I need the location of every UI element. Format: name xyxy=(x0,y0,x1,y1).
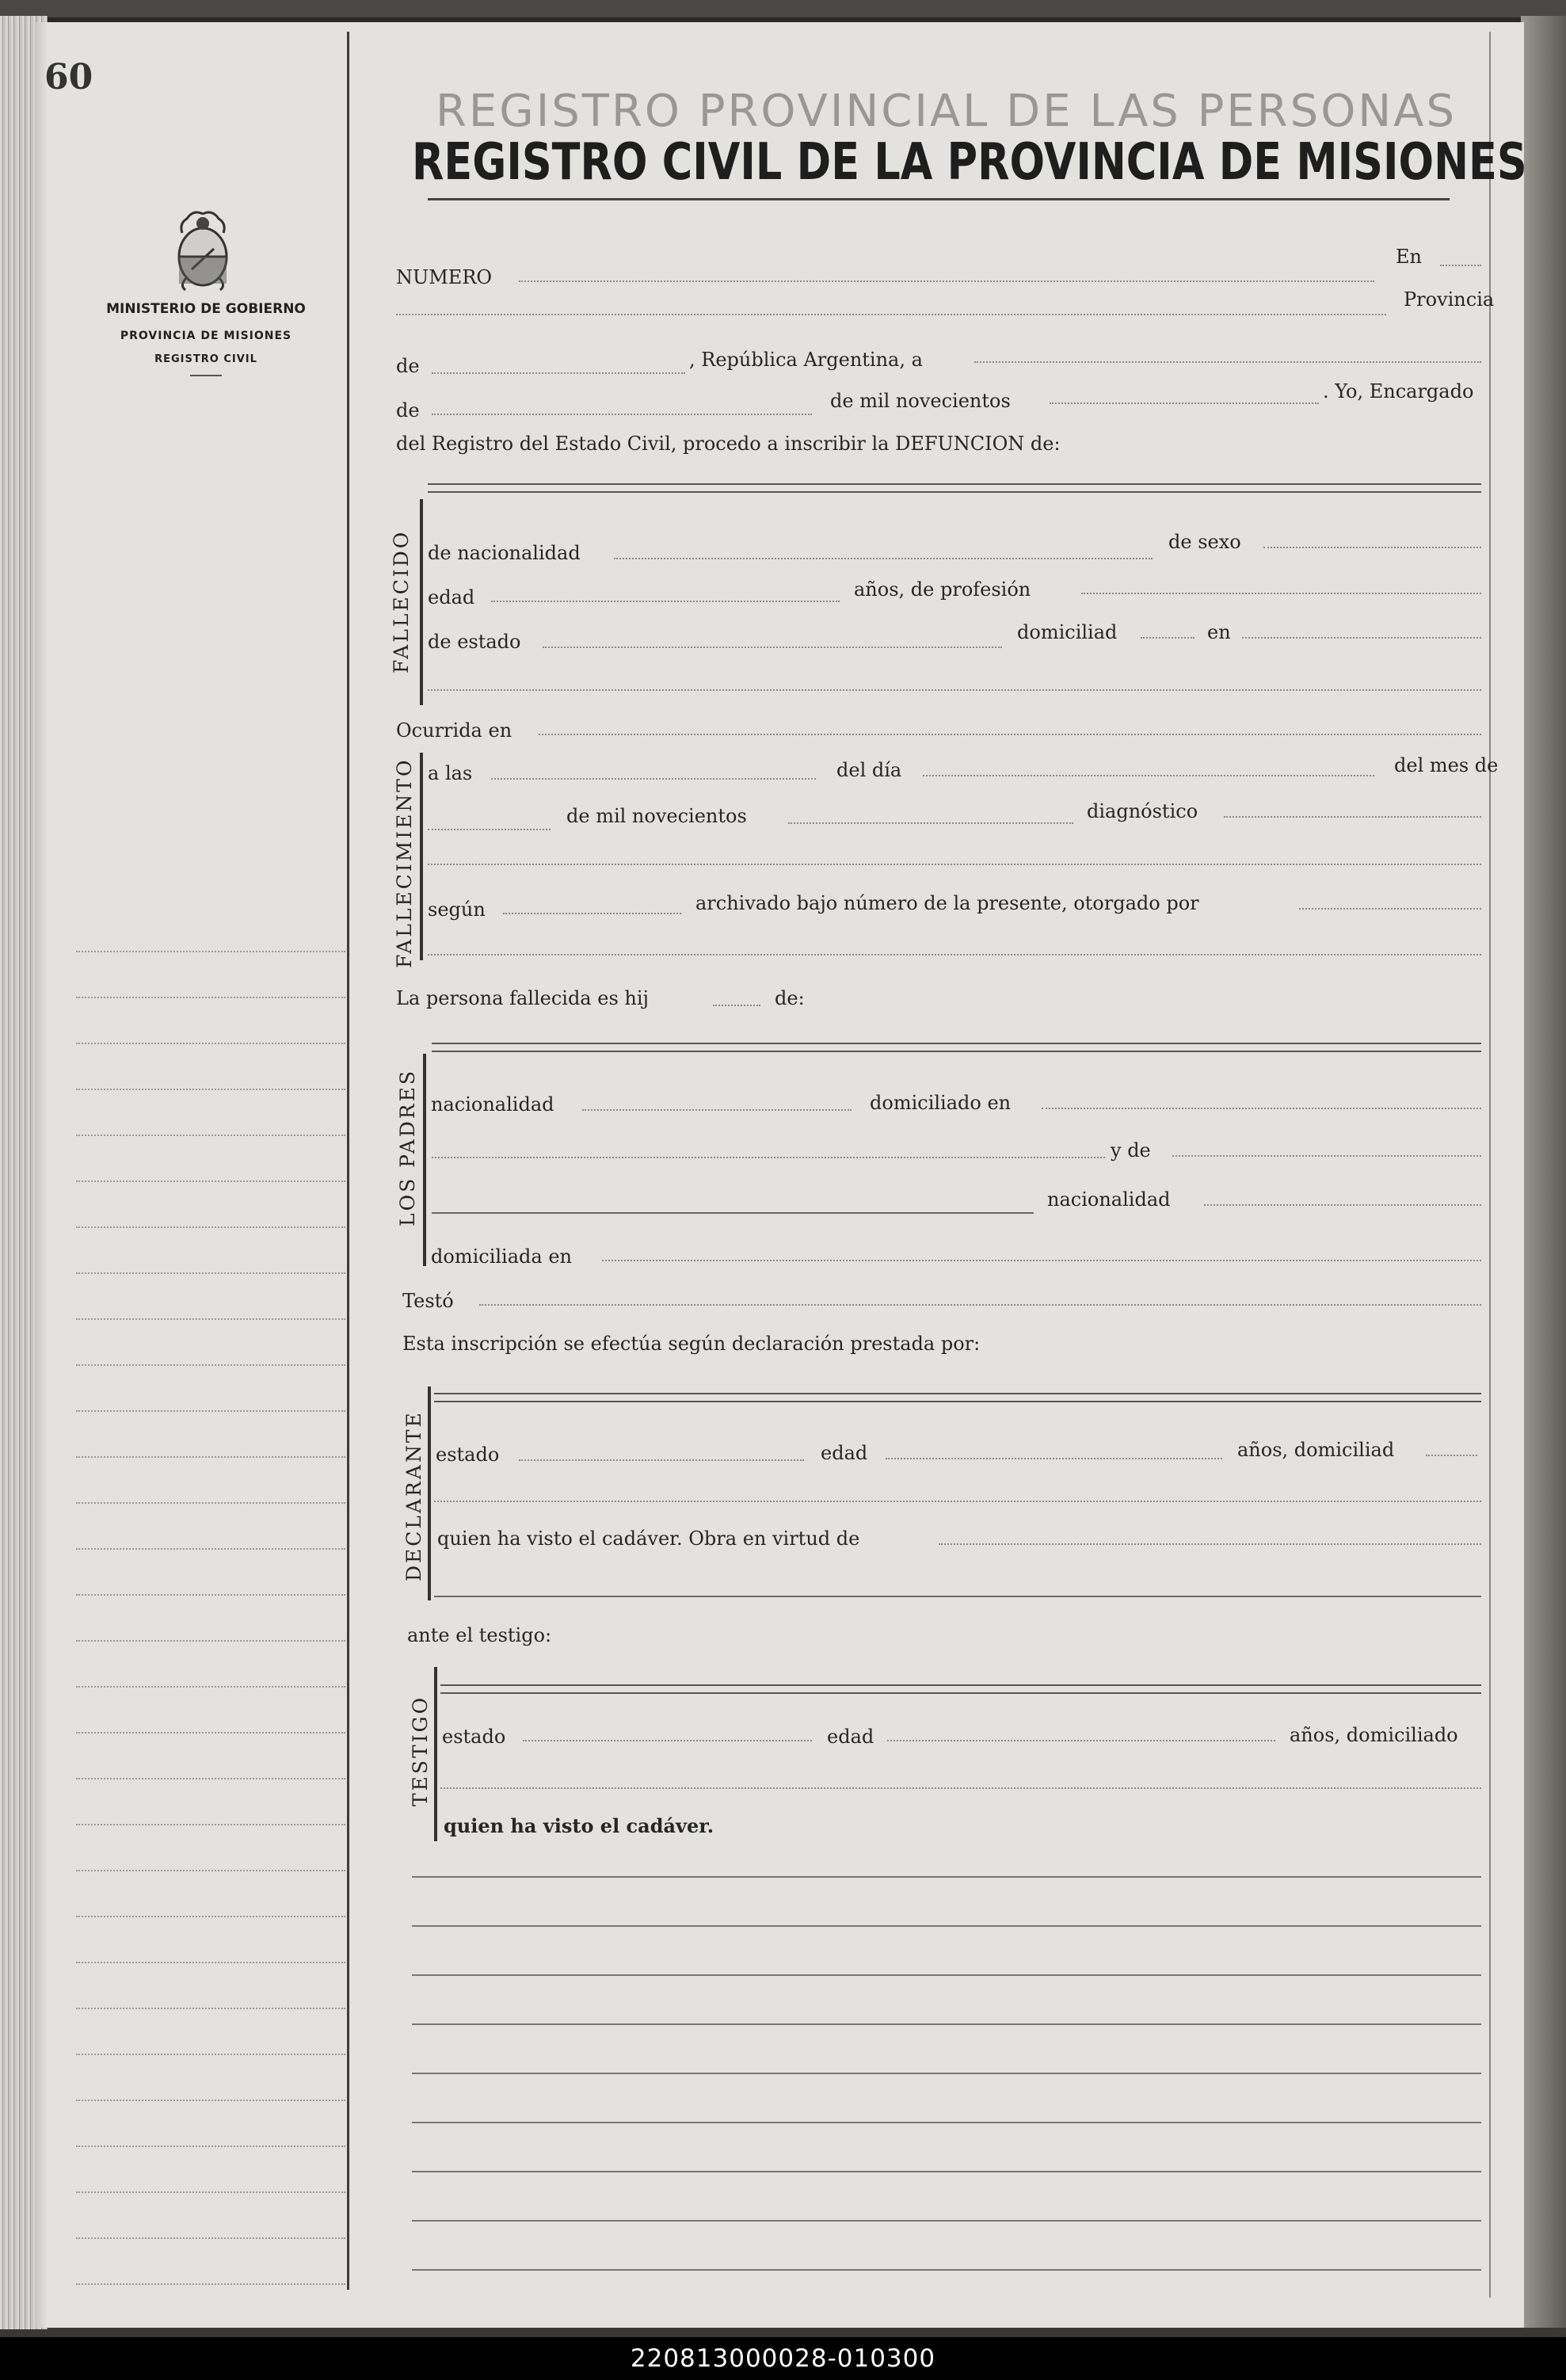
label-estado-testigo: estado xyxy=(442,1726,506,1748)
label-persona-fallecida: La persona fallecida es hij xyxy=(396,987,649,1009)
field-edad-testigo[interactable] xyxy=(887,1740,1275,1741)
field-month[interactable] xyxy=(432,414,812,415)
section-bracket xyxy=(428,1386,431,1600)
field-domicilio[interactable] xyxy=(1242,637,1481,639)
field-estado[interactable] xyxy=(543,646,1002,648)
field-domiciliad-suffix[interactable] xyxy=(1141,637,1195,639)
label-del-mes: del mes de xyxy=(1394,754,1499,776)
section-bracket xyxy=(423,1054,426,1266)
field-obra-en-virtud[interactable] xyxy=(939,1543,1481,1545)
field-deceased-name[interactable] xyxy=(428,483,1481,493)
section-padres-label: LOS PADRES xyxy=(396,1069,419,1226)
label-de-1: de xyxy=(396,355,420,377)
field-dia[interactable] xyxy=(923,775,1374,776)
label-anos-domiciliad: años, domiciliad xyxy=(1237,1439,1395,1461)
label-sexo: de sexo xyxy=(1168,531,1241,553)
label-numero: NUMERO xyxy=(396,266,493,288)
field-mes[interactable] xyxy=(428,829,551,830)
label-segun: según xyxy=(428,898,486,921)
label-edad-testigo: edad xyxy=(827,1726,874,1748)
record-body-lines xyxy=(412,1876,1481,2318)
section-bracket xyxy=(420,753,423,960)
section-fallecimiento-label: FALLECIMIENTO xyxy=(393,757,416,968)
label-yo-encargado: . Yo, Encargado xyxy=(1323,380,1474,402)
margin-note-lines xyxy=(76,951,345,2329)
label-anos-domiciliado-testigo: años, domiciliado xyxy=(1290,1724,1458,1746)
registry-stamp-main: REGISTRO CIVIL DE LA PROVINCIA DE MISIONES xyxy=(412,133,1527,192)
label-ocurrida: Ocurrida en xyxy=(396,719,512,742)
label-provincia: Provincia xyxy=(1404,288,1495,311)
field-declarante-nombre[interactable] xyxy=(434,1393,1481,1402)
label-mil-novecientos: de mil novecientos xyxy=(830,390,1011,412)
label-domiciliad: domiciliad xyxy=(1017,621,1118,643)
section-testigo-label: TESTIGO xyxy=(409,1695,432,1806)
right-border xyxy=(1489,32,1491,2298)
field-line xyxy=(1440,265,1481,266)
label-de-2: de xyxy=(396,399,420,421)
field-hora[interactable] xyxy=(491,778,816,780)
field-domicilio-padre[interactable] xyxy=(1042,1108,1481,1109)
label-domiciliada-en: domiciliada en xyxy=(431,1245,572,1268)
field-year[interactable] xyxy=(1050,402,1319,404)
field-edad[interactable] xyxy=(491,601,840,602)
label-nacionalidad: de nacionalidad xyxy=(428,542,581,564)
label-inscripcion: Esta inscripción se efectúa según declaración prestada por: xyxy=(402,1333,981,1355)
label-edad-declarante: edad xyxy=(821,1442,868,1464)
section-bracket xyxy=(434,1667,437,1841)
label-ante-testigo: ante el testigo: xyxy=(407,1624,552,1646)
label-padres-de: de: xyxy=(775,987,805,1009)
field-day[interactable] xyxy=(974,361,1481,363)
label-y-de: y de xyxy=(1111,1139,1151,1161)
label-quien-testigo: quien ha visto el cadáver. xyxy=(444,1814,714,1837)
label-en: En xyxy=(1396,246,1422,268)
field-place[interactable] xyxy=(396,314,1386,315)
label-en-fallecido: en xyxy=(1207,621,1231,643)
field-edad-declarante[interactable] xyxy=(886,1458,1222,1459)
label-testo: Testó xyxy=(402,1290,454,1312)
label-archivado: archivado bajo número de la presente, otorgado por xyxy=(695,892,1199,914)
field-sexo[interactable] xyxy=(1263,547,1481,548)
field-domiciliad-suffix-declarante[interactable] xyxy=(1426,1455,1477,1456)
field-testigo-nombre[interactable] xyxy=(440,1684,1481,1694)
field-madre-nombre[interactable] xyxy=(1172,1155,1481,1157)
field-domicilio-madre[interactable] xyxy=(602,1260,1481,1261)
ministry-province: PROVINCIA DE MISIONES xyxy=(120,330,292,342)
ministry-divider xyxy=(190,375,222,376)
section-fallecido-label: FALLECIDO xyxy=(390,529,413,673)
field-nacionalidad[interactable] xyxy=(614,558,1153,559)
label-nacionalidad-padre: nacionalidad xyxy=(431,1093,554,1116)
photo-right-edge xyxy=(1521,16,1566,2345)
ministry-heading xyxy=(71,301,341,376)
label-profesion: años, de profesión xyxy=(854,578,1031,601)
registry-stamp-top: REGISTRO PROVINCIAL DE LAS PERSONAS xyxy=(436,86,1457,137)
label-edad: edad xyxy=(428,586,475,608)
field-diagnostico[interactable] xyxy=(1224,816,1481,818)
field-nacionalidad-madre[interactable] xyxy=(1204,1204,1481,1206)
page-gutter xyxy=(35,22,48,2328)
label-mil-novecientos-2: de mil novecientos xyxy=(566,805,747,827)
field-anio[interactable] xyxy=(788,822,1073,824)
field-padre-nombre[interactable] xyxy=(432,1043,1481,1052)
label-registro: del Registro del Estado Civil, procedo a inscribir la DEFUNCION de: xyxy=(396,433,1061,455)
stamp-underline xyxy=(428,198,1450,200)
field-testo[interactable] xyxy=(479,1304,1481,1306)
label-quien-declarante: quien ha visto el cadáver. Obra en virtud de xyxy=(437,1528,860,1550)
label-a-las: a las xyxy=(428,762,473,784)
coat-of-arms-icon xyxy=(163,208,242,295)
margin-rule xyxy=(347,32,349,2290)
label-estado: de estado xyxy=(428,631,521,653)
field-estado-declarante[interactable] xyxy=(519,1459,804,1461)
label-diagnostico: diagnóstico xyxy=(1087,800,1198,822)
field-segun[interactable] xyxy=(503,913,681,914)
field-profesion[interactable] xyxy=(1081,593,1481,594)
ministry-title: MINISTERIO DE GOBIERNO xyxy=(106,301,306,317)
label-republica: , República Argentina, a xyxy=(689,349,923,371)
field-domicilio-continued[interactable] xyxy=(428,689,1481,691)
photo-top-edge xyxy=(0,0,1566,17)
archive-caption: 220813000028-010300 xyxy=(0,2337,1566,2380)
field-domicilio-padre-continued[interactable] xyxy=(432,1157,1105,1158)
field-obra-continued[interactable] xyxy=(434,1596,1481,1597)
ministry-registry: REGISTRO CIVIL xyxy=(154,353,257,365)
field-numero[interactable] xyxy=(519,280,1374,282)
field-province-name[interactable] xyxy=(432,372,685,374)
field-nacionalidad-padre[interactable] xyxy=(582,1109,852,1111)
label-domiciliado-en: domiciliado en xyxy=(870,1092,1012,1114)
section-declarante-label: DECLARANTE xyxy=(402,1410,425,1581)
field-domicilio-testigo[interactable] xyxy=(440,1787,1481,1789)
field-otorgado-por[interactable] xyxy=(1299,908,1481,910)
page-number: 60 xyxy=(44,57,93,97)
section-bracket xyxy=(420,499,423,705)
field-diagnostico-continued[interactable] xyxy=(428,864,1481,865)
label-del-dia: del día xyxy=(836,759,902,781)
field-ocurrida[interactable] xyxy=(539,734,1481,735)
field-domicilio-declarante[interactable] xyxy=(434,1501,1481,1502)
label-nacionalidad-madre: nacionalidad xyxy=(1047,1188,1171,1211)
field-madre-nombre-continued[interactable] xyxy=(432,1212,1034,1214)
field-estado-testigo[interactable] xyxy=(523,1740,812,1741)
field-hijo-suffix[interactable] xyxy=(713,1005,760,1006)
label-estado-declarante: estado xyxy=(436,1444,500,1466)
field-otorgado-continued[interactable] xyxy=(428,954,1481,955)
